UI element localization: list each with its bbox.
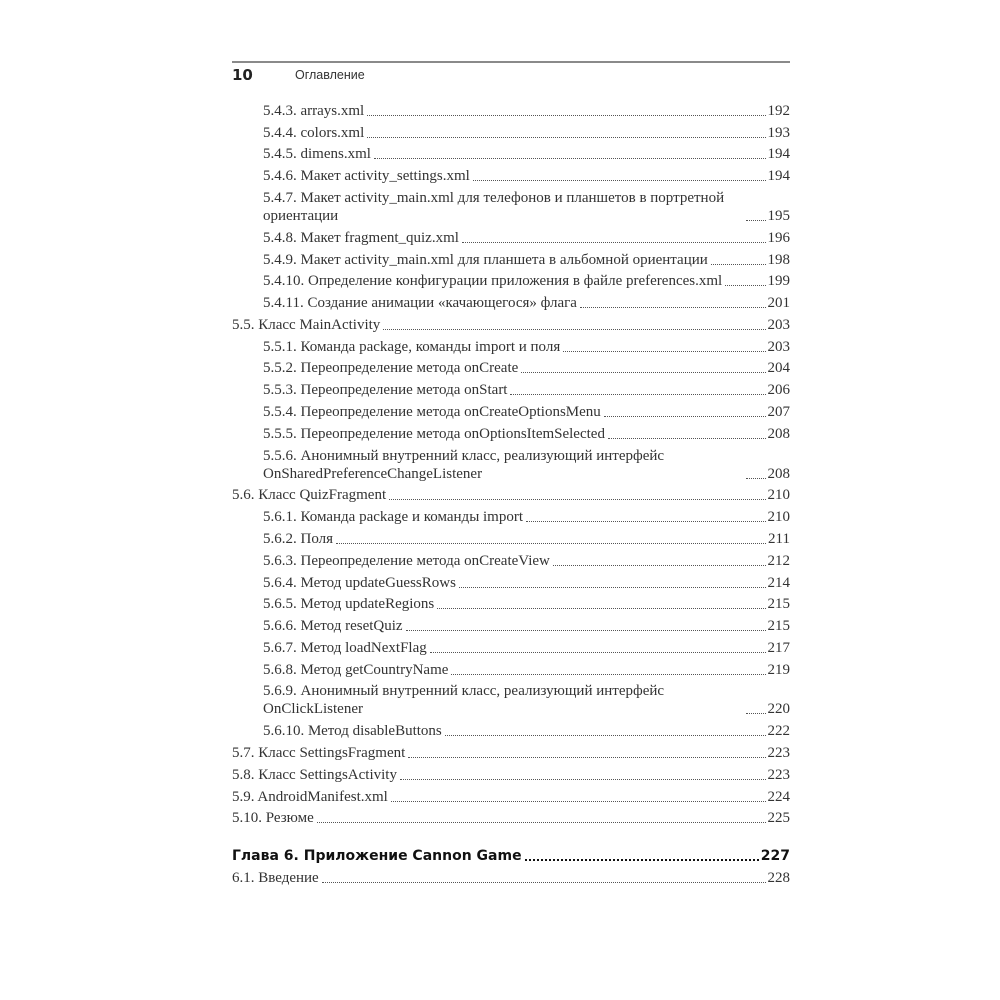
toc-entry[interactable] — [232, 423, 790, 445]
toc-entry[interactable] — [232, 764, 790, 786]
dot-leader — [711, 264, 766, 265]
toc-entry-page: 228 — [767, 869, 790, 886]
toc-entry-label: 5.4.11. Создание анимации «качающегося» флага — [263, 295, 577, 312]
toc-entry[interactable] — [232, 572, 790, 594]
toc-entry[interactable] — [232, 659, 790, 681]
dot-leader — [322, 882, 766, 883]
dot-leader — [608, 438, 766, 439]
toc-entry[interactable] — [232, 187, 790, 227]
page-number: 10 — [232, 66, 253, 84]
dot-leader — [580, 307, 766, 308]
toc-entry-page: 204 — [767, 360, 790, 377]
toc-entry-label: 5.6.10. Метод disableButtons — [263, 723, 442, 740]
dot-leader — [746, 478, 766, 479]
toc-chapter-entry[interactable] — [232, 845, 790, 867]
toc-entry-label: 5.4.10. Определение конфигурации приложения в файле preferences.xml — [263, 273, 723, 290]
dot-leader — [553, 565, 766, 566]
toc-entry-label: 5.4.7. Макет activity_main.xml для телефонов и планшетов в портретной ориентации — [263, 190, 725, 225]
toc-entry-label: 5.4.4. colors.xml — [263, 124, 365, 141]
dot-leader — [473, 180, 766, 181]
dot-leader — [367, 137, 765, 138]
toc-entry-page: 201 — [767, 295, 790, 312]
toc-entry-label: 5.6.3. Переопределение метода onCreateView — [263, 552, 550, 569]
toc-entry[interactable] — [232, 249, 790, 271]
dot-leader — [525, 859, 759, 861]
toc-entry-page: 223 — [767, 744, 790, 761]
toc-entry[interactable] — [232, 593, 790, 615]
dot-leader — [459, 587, 766, 588]
toc-entry-label: 5.4.6. Макет activity_settings.xml — [263, 168, 470, 185]
toc-entry-label: 5.6.9. Анонимный внутренний класс, реализующий интерфейс OnClickListener — [263, 683, 665, 718]
toc-entry-label: 5.5.6. Анонимный внутренний класс, реализующий интерфейс OnSharedPreferenceChangeListener — [263, 447, 665, 482]
toc-entry-label: 5.4.3. arrays.xml — [263, 102, 365, 119]
dot-leader — [445, 735, 766, 736]
dot-leader — [400, 779, 766, 780]
toc-entry-page: 203 — [767, 316, 790, 333]
toc-entry-page: 196 — [767, 229, 790, 246]
toc-entry[interactable] — [232, 100, 790, 122]
toc-entry-label: 5.5.2. Переопределение метода onCreate — [263, 360, 519, 377]
dot-leader — [374, 158, 766, 159]
toc-entry-label: 5.5.3. Переопределение метода onStart — [263, 382, 508, 399]
toc-entry-page: 207 — [767, 404, 790, 421]
toc-entry[interactable] — [232, 506, 790, 528]
toc-entry-label: 5.4.8. Макет fragment_quiz.xml — [263, 229, 459, 246]
toc-entry-page: 210 — [767, 509, 790, 526]
toc-entry-label: 5.6.6. Метод resetQuiz — [263, 618, 403, 635]
toc-entry-page: 223 — [767, 766, 790, 783]
toc-entry[interactable] — [232, 637, 790, 659]
toc-entry-page: 211 — [768, 530, 790, 547]
header-rule — [232, 61, 790, 63]
running-header — [232, 64, 365, 86]
toc-entry[interactable] — [232, 122, 790, 144]
toc-entry-label: 5.6.4. Метод updateGuessRows — [263, 574, 456, 591]
toc-entry[interactable] — [232, 445, 790, 485]
toc-entry-page: 192 — [767, 102, 790, 119]
toc-entry-page: 208 — [767, 465, 790, 482]
dot-leader — [389, 499, 765, 500]
toc-entry[interactable] — [232, 292, 790, 314]
toc-entry-page: 195 — [767, 208, 790, 225]
toc-entry-label: 5.6.7. Метод loadNextFlag — [263, 639, 427, 656]
toc-entry[interactable] — [232, 550, 790, 572]
toc-entry-label: Глава 6. Приложение Cannon Game — [232, 848, 522, 865]
toc-entry[interactable] — [232, 485, 790, 507]
toc-entry-label: 5.6.8. Метод getCountryName — [263, 661, 449, 678]
toc-entry-page: 214 — [767, 574, 790, 591]
toc-entry[interactable] — [232, 379, 790, 401]
toc-entry[interactable] — [232, 867, 790, 889]
toc-entry[interactable] — [232, 401, 790, 423]
dot-leader — [563, 351, 765, 352]
toc-entry[interactable] — [232, 720, 790, 742]
dot-leader — [451, 674, 765, 675]
toc-entry[interactable] — [232, 681, 790, 721]
toc-entry-page: 220 — [767, 701, 790, 718]
toc-entry-page: 222 — [767, 723, 790, 740]
dot-leader — [391, 801, 766, 802]
toc-entry-page: 206 — [767, 382, 790, 399]
dot-leader — [746, 220, 766, 221]
dot-leader — [746, 713, 766, 714]
toc-entry-page: 198 — [767, 251, 790, 268]
toc-entry-page: 193 — [767, 124, 790, 141]
dot-leader — [408, 757, 765, 758]
toc-entry[interactable] — [232, 314, 790, 336]
toc-entry-label: 5.4.9. Макет activity_main.xml для планшета в альбомной ориентации — [263, 251, 708, 268]
toc-entry-page: 227 — [760, 848, 790, 865]
dot-leader — [430, 652, 766, 653]
toc-entry-page: 217 — [767, 639, 790, 656]
toc-entry-label: 5.5.1. Команда package, команды import и поля — [263, 338, 561, 355]
toc-entry[interactable] — [232, 528, 790, 550]
toc-entry-label: 5.6.1. Команда package и команды import — [263, 509, 524, 526]
toc-entry[interactable] — [232, 270, 790, 292]
dot-leader — [526, 521, 765, 522]
toc-entry[interactable] — [232, 336, 790, 358]
dot-leader — [336, 543, 766, 544]
dot-leader — [437, 608, 765, 609]
toc-entry[interactable] — [232, 807, 790, 829]
dot-leader — [367, 115, 765, 116]
toc-entry[interactable] — [232, 742, 790, 764]
toc-entry-page: 194 — [767, 168, 790, 185]
toc-entry-label: 5.9. AndroidManifest.xml — [232, 788, 388, 805]
toc-entry-page: 210 — [767, 487, 790, 504]
toc-entry-label: 5.10. Резюме — [232, 810, 314, 827]
toc-entry[interactable] — [232, 165, 790, 187]
toc-entry-label: 6.1. Введение — [232, 869, 319, 886]
toc-entry-page: 224 — [767, 788, 790, 805]
toc-entry-label: 5.6. Класс QuizFragment — [232, 487, 387, 504]
toc-entry[interactable] — [232, 144, 790, 166]
dot-leader — [521, 372, 765, 373]
toc-entry[interactable] — [232, 358, 790, 380]
toc-entry-page: 215 — [767, 596, 790, 613]
running-title: Оглавление — [295, 68, 365, 82]
dot-leader — [604, 416, 766, 417]
toc-entry-label: 5.4.5. dimens.xml — [263, 146, 371, 163]
table-of-contents — [232, 100, 790, 889]
toc-entry-label: 5.5.5. Переопределение метода onOptionsItemSelected — [263, 425, 605, 442]
toc-entry-page: 219 — [767, 661, 790, 678]
toc-entry-label: 5.6.2. Поля — [263, 530, 334, 547]
toc-entry-page: 208 — [767, 425, 790, 442]
dot-leader — [510, 394, 765, 395]
toc-entry-label: 5.6.5. Метод updateRegions — [263, 596, 435, 613]
toc-entry[interactable] — [232, 615, 790, 637]
toc-entry-page: 225 — [767, 810, 790, 827]
dot-leader — [406, 630, 766, 631]
toc-entry-label: 5.8. Класс SettingsActivity — [232, 766, 397, 783]
dot-leader — [725, 285, 765, 286]
toc-entry-page: 212 — [767, 552, 790, 569]
toc-entry-label: 5.7. Класс SettingsFragment — [232, 744, 406, 761]
dot-leader — [317, 822, 766, 823]
toc-entry-page: 203 — [767, 338, 790, 355]
toc-entry-page: 194 — [767, 146, 790, 163]
dot-leader — [462, 242, 766, 243]
toc-entry-label: 5.5.4. Переопределение метода onCreateOptionsMenu — [263, 404, 601, 421]
toc-entry-page: 199 — [767, 273, 790, 290]
toc-entry[interactable] — [232, 227, 790, 249]
toc-entry[interactable] — [232, 786, 790, 808]
toc-entry-page: 215 — [767, 618, 790, 635]
toc-entry-label: 5.5. Класс MainActivity — [232, 316, 381, 333]
dot-leader — [383, 329, 765, 330]
